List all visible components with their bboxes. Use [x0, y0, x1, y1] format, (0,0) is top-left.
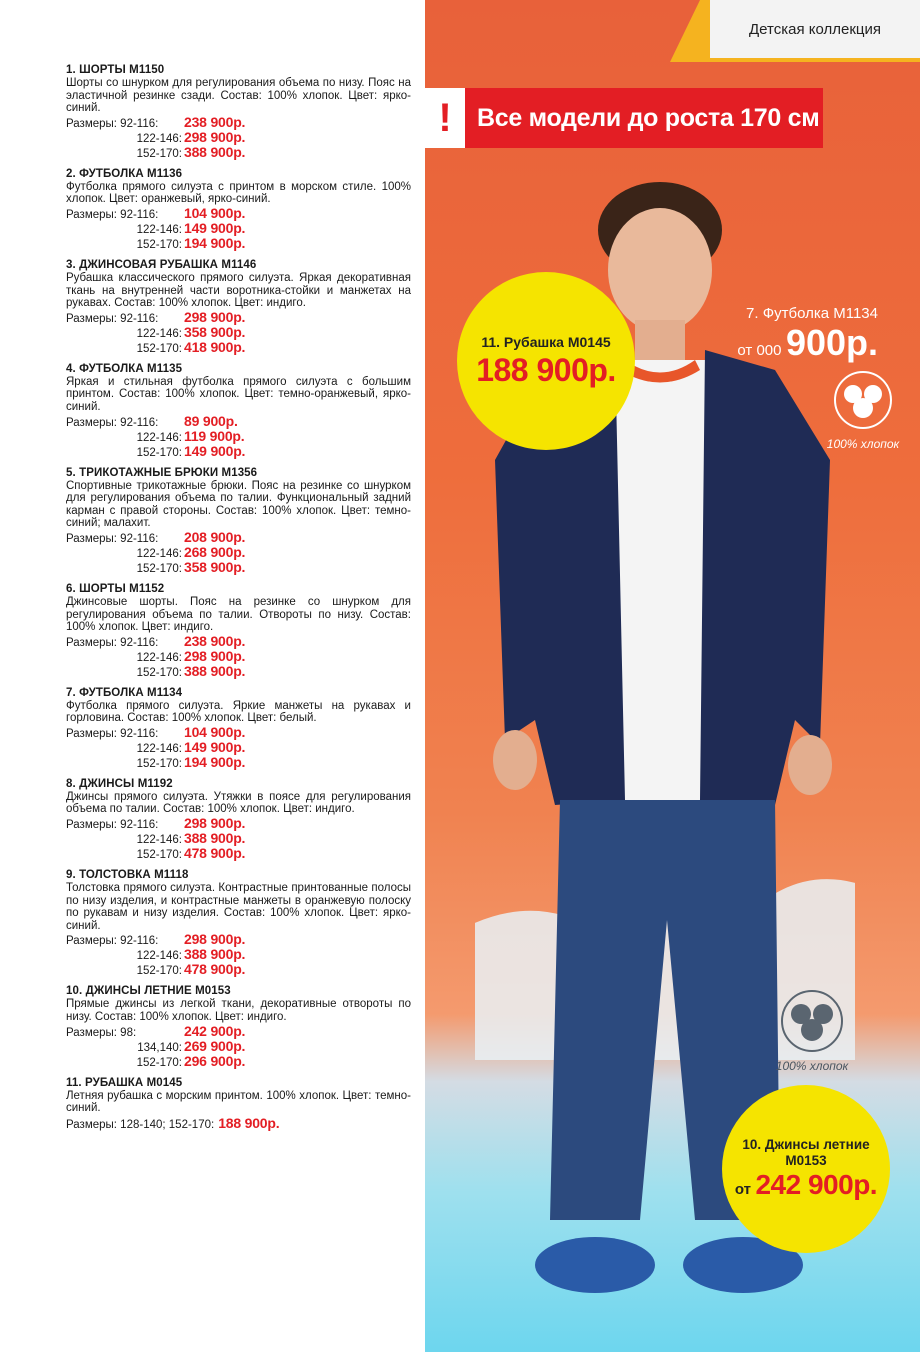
product-item — [66, 583, 411, 679]
product-item — [66, 259, 411, 355]
product-item — [66, 1077, 411, 1131]
size-price-table — [66, 414, 411, 459]
product-title: 5. ТРИКОТАЖНЫЕ БРЮКИ М1356 — [66, 466, 258, 479]
size-label: Размеры: 92-116: — [66, 208, 159, 221]
size-label: 122-146: — [136, 223, 182, 236]
product-title: 8. ДЖИНСЫ М1192 — [66, 777, 173, 790]
cotton-badge-bottom — [767, 988, 857, 1073]
size-row — [66, 1024, 411, 1039]
product-item — [66, 467, 411, 575]
size-row — [66, 962, 411, 977]
size-price: 89 900р. — [184, 412, 238, 429]
size-row — [66, 444, 411, 459]
size-row — [66, 740, 411, 755]
cotton-flower-icon — [779, 988, 845, 1054]
size-row — [66, 831, 411, 846]
shirt-price-badge — [457, 272, 635, 450]
size-row — [66, 649, 411, 664]
product-title: 4. ФУТБОЛКА М1135 — [66, 362, 183, 375]
product-item — [66, 869, 411, 977]
size-price: 188 900р. — [218, 1114, 280, 1131]
size-label: 152-170: — [136, 342, 182, 355]
size-label: Размеры: 92-116: — [66, 416, 159, 429]
product-description: Рубашка классического прямого силуэта. Яркая декоративная ткань на внутренней части воротника-стойки и манжетах на рукавах. Состав: 100% хлопок. Цвет: индиго. — [66, 271, 411, 310]
size-price: 388 900р. — [184, 143, 246, 160]
size-price-table — [66, 206, 411, 251]
size-label: 152-170: — [136, 666, 182, 679]
size-price: 242 900р. — [184, 1022, 246, 1039]
photo-panel — [425, 0, 920, 1352]
product-item — [66, 64, 411, 160]
cotton-label-top: 100% хлопок — [826, 437, 900, 451]
size-label: 122-146: — [136, 950, 182, 963]
size-price: 238 900р. — [184, 113, 246, 130]
size-price: 269 900р. — [184, 1037, 246, 1054]
section-title: Детская коллекция — [710, 0, 920, 58]
size-label: 152-170: — [136, 757, 182, 770]
size-row — [66, 560, 411, 575]
product-title: 6. ШОРТЫ М1152 — [66, 582, 165, 595]
size-row — [66, 1039, 411, 1054]
size-row — [66, 206, 411, 221]
size-label: 134,140: — [137, 1041, 182, 1054]
size-label: 122-146: — [136, 431, 182, 444]
size-price: 104 900р. — [184, 723, 246, 740]
size-label: 152-170: — [136, 965, 182, 978]
product-item — [66, 168, 411, 251]
size-label: Размеры: 92-116: — [66, 727, 159, 740]
size-row — [66, 429, 411, 444]
size-label: 122-146: — [136, 651, 182, 664]
size-price: 296 900р. — [184, 1052, 246, 1069]
size-row — [66, 325, 411, 340]
size-row — [66, 932, 411, 947]
tshirt-price-label — [737, 305, 878, 364]
product-description: Футболка прямого силуэта с принтом в морском стиле. 100% хлопок. Цвет: оранжевый, ярко-синий. — [66, 180, 411, 206]
size-price: 418 900р. — [184, 338, 246, 355]
size-price: 478 900р. — [184, 845, 246, 862]
badge-from: от — [734, 1181, 752, 1198]
size-price: 298 900р. — [184, 128, 246, 145]
size-label: Размеры: 92-116: — [66, 636, 159, 649]
product-item — [66, 985, 411, 1068]
size-row — [66, 414, 411, 429]
size-row — [66, 236, 411, 251]
size-price: 208 900р. — [184, 528, 246, 545]
product-description: Летняя рубашка с морским принтом. 100% хлопок. Цвет: темно-синий. — [66, 1089, 411, 1115]
size-price: 388 900р. — [184, 946, 246, 963]
size-label: Размеры: 98: — [66, 1026, 137, 1039]
size-price: 119 900р. — [184, 427, 245, 444]
size-price: 298 900р. — [184, 815, 246, 832]
tshirt-label-from: от 000 — [737, 342, 782, 359]
size-row — [66, 530, 411, 545]
size-label: Размеры: 92-116: — [66, 312, 159, 325]
product-description: Шорты со шнурком для регулирования объема по низу. Пояс на эластичной резинке сзади. Состав: 100% хлопок. Цвет: ярко-синий. — [66, 77, 411, 115]
size-price: 358 900р. — [184, 323, 246, 340]
product-description: Джинсы прямого силуэта. Утяжки в поясе для регулирования объема по талии. Состав: 100% хлопок. Цвет: индиго. — [66, 790, 411, 816]
size-label: 122-146: — [136, 742, 182, 755]
product-title: 7. ФУТБОЛКА М1134 — [66, 686, 183, 699]
size-label: 152-170: — [136, 1056, 182, 1069]
size-row — [66, 664, 411, 679]
size-price: 388 900р. — [184, 662, 246, 679]
size-price: 104 900р. — [184, 204, 246, 221]
size-label: 152-170: — [136, 446, 182, 459]
size-row — [66, 340, 411, 355]
product-item — [66, 778, 411, 861]
size-price: 298 900р. — [184, 931, 246, 948]
product-description: Джинсовые шорты. Пояс на резинке со шнурком для регулирования объема по талии. Отвороты по низу. Состав: 100% хлопок. Цвет: индиго. — [66, 595, 411, 634]
size-label: Размеры: 128-140; 152-170: — [66, 1118, 215, 1131]
size-label: Размеры: 92-116: — [66, 935, 159, 948]
product-description: Спортивные трикотажные брюки. Пояс на резинке со шнурком для регулирования объема по талии. Функциональный задний карман с правой стороны. Состав: 100% хлопок. Цвет: темно-синий; малахит. — [66, 479, 411, 530]
product-item — [66, 363, 411, 459]
size-label: Размеры: 92-116: — [66, 117, 159, 130]
size-row — [66, 310, 411, 325]
size-price: 388 900р. — [184, 830, 246, 847]
badge-title: 11. Рубашка М0145 — [481, 333, 611, 350]
product-list — [66, 64, 411, 1139]
product-title: 2. ФУТБОЛКА М1136 — [66, 167, 183, 180]
size-row — [66, 755, 411, 770]
size-price: 194 900р. — [184, 753, 246, 770]
cotton-badge-top — [823, 370, 903, 451]
size-price: 149 900р. — [184, 219, 246, 236]
size-price-table — [66, 530, 411, 575]
size-row — [66, 115, 411, 130]
size-row — [66, 545, 411, 560]
tshirt-label-price: 900р. — [785, 322, 878, 363]
exclamation-icon: ! — [425, 88, 465, 148]
size-row — [66, 634, 411, 649]
size-label: 122-146: — [136, 132, 182, 145]
badge-title: 10. Джинсы летние М0153 — [742, 1137, 870, 1168]
size-row — [66, 221, 411, 236]
size-row — [66, 725, 411, 740]
badge-price: 242 900р. — [755, 1169, 878, 1200]
size-label: 152-170: — [136, 849, 182, 862]
product-list-panel — [0, 0, 425, 1352]
tshirt-label-title: 7. Футболка М1134 — [746, 305, 878, 322]
size-row — [66, 130, 411, 145]
banner-text: Все модели до роста 170 см — [477, 103, 820, 132]
section-tab — [670, 0, 920, 62]
size-price: 298 900р. — [184, 647, 246, 664]
product-item — [66, 687, 411, 770]
cotton-label-bottom: 100% хлопок — [775, 1059, 849, 1073]
size-row — [66, 145, 411, 160]
size-row — [66, 846, 411, 861]
product-title: 11. РУБАШКА М0145 — [66, 1076, 183, 1089]
badge-price: 188 900р. — [476, 351, 616, 388]
size-price: 358 900р. — [184, 558, 246, 575]
size-price: 478 900р. — [184, 961, 246, 978]
size-price: 194 900р. — [184, 234, 246, 251]
size-price: 268 900р. — [184, 543, 246, 560]
product-title: 9. ТОЛСТОВКА М1118 — [66, 869, 189, 882]
size-price-table — [66, 725, 411, 770]
size-price-table — [66, 932, 411, 977]
size-price-table — [66, 1024, 411, 1069]
size-label: 122-146: — [136, 834, 182, 847]
size-label: 152-170: — [136, 147, 182, 160]
size-price: 298 900р. — [184, 308, 246, 325]
size-price: 149 900р. — [184, 442, 246, 459]
product-description: Толстовка прямого силуэта. Контрастные принтованные полосы по низу изделия, и контрастные манжеты в оранжевую полоску по рукавам и низу изделия. Состав: 100% хлопок. Цвет: ярко-синий. — [66, 882, 411, 932]
size-label: 122-146: — [136, 327, 182, 340]
size-price-table — [66, 634, 411, 679]
size-row — [66, 816, 411, 831]
size-row — [66, 1054, 411, 1069]
size-label: 152-170: — [136, 562, 182, 575]
product-title: 3. ДЖИНСОВАЯ РУБАШКА М1146 — [66, 258, 257, 271]
size-price: 149 900р. — [184, 738, 246, 755]
size-price: 238 900р. — [184, 632, 246, 649]
cotton-flower-icon — [833, 370, 893, 432]
size-price-table — [66, 115, 411, 160]
jeans-price-badge — [722, 1085, 890, 1253]
size-label: 152-170: — [136, 238, 182, 251]
size-row — [66, 947, 411, 962]
product-title: 10. ДЖИНСЫ ЛЕТНИЕ М0153 — [66, 985, 231, 998]
product-description: Футболка прямого силуэта. Яркие манжеты на рукавах и горловина. Состав: 100% хлопок. Цвет: белый. — [66, 699, 411, 725]
product-description: Яркая и стильная футболка прямого силуэта с большим принтом. Состав: 100% хлопок. Цвет: темно-оранжевый, ярко-синий. — [66, 375, 411, 413]
size-label: Размеры: 92-116: — [66, 532, 159, 545]
size-row — [66, 1115, 411, 1131]
size-label: 122-146: — [136, 547, 182, 560]
product-description: Прямые джинсы из легкой ткани, декоративные отвороты по низу. Состав: 100% хлопок. Цвет: индиго. — [66, 998, 411, 1024]
size-price-table — [66, 310, 411, 355]
product-title: 1. ШОРТЫ М1150 — [66, 64, 165, 76]
size-price-table — [66, 816, 411, 861]
size-label: Размеры: 92-116: — [66, 819, 159, 832]
height-banner — [425, 88, 823, 148]
